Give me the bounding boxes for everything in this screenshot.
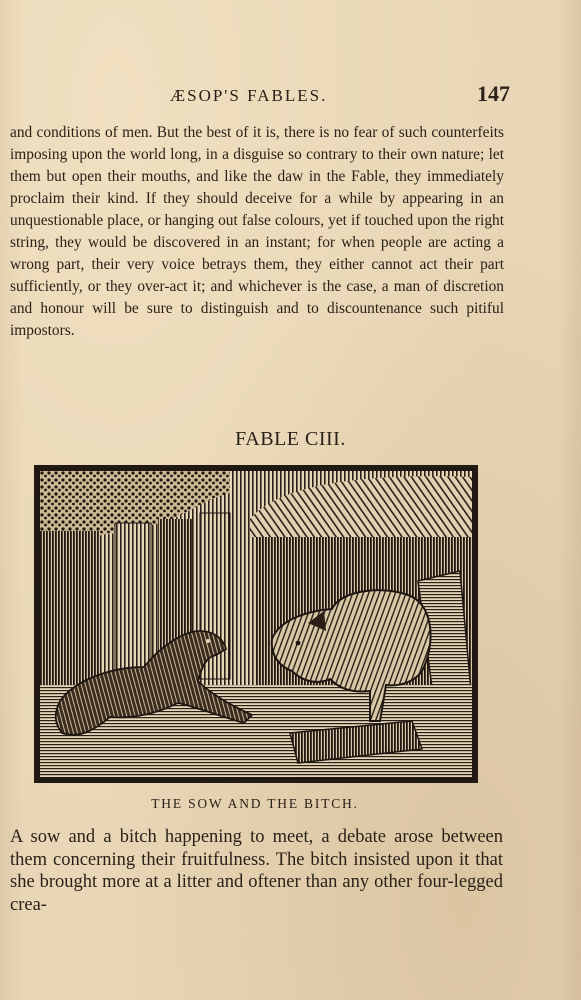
page-number: 147 [477,81,510,106]
fable-heading: FABLE CIII. [235,428,346,450]
running-title: ÆSOP'S FABLES. [170,86,328,105]
fable-text [10,826,503,916]
body-text [10,122,504,342]
running-head [10,81,510,110]
fable-paragraph: A sow and a bitch happening to meet, a debate arose between them concerning their fruitfulness. The bitch insisted upon it that she brought more at a litter and oftener than any other four-legged crea- [10,827,503,915]
illustration-caption: THE SOW AND THE BITCH. [151,796,359,811]
sow-and-dog-engraving [40,471,472,777]
body-paragraph: and conditions of men. But the best of it is, there is no fear of such counterfeits imposing upon the world long, in a disguise so contrary to their own nature; let them but open their mouths, and like the daw in the Fable, they immediately proclaim their kind. If they should deceive for a while by appearing in an unquestionable place, or hanging out false colours, yet if touched upon the right string, they would be discovered in an instant; for when people are acting a wrong part, their very voice betrays them, they either cannot act their part sufficiently, or they over-act it; and whichever is the case, a man of discretion and honour will be sure to distinguish and to discountenance such pitiful impostors. [10,124,504,339]
fable-illustration [34,465,478,783]
